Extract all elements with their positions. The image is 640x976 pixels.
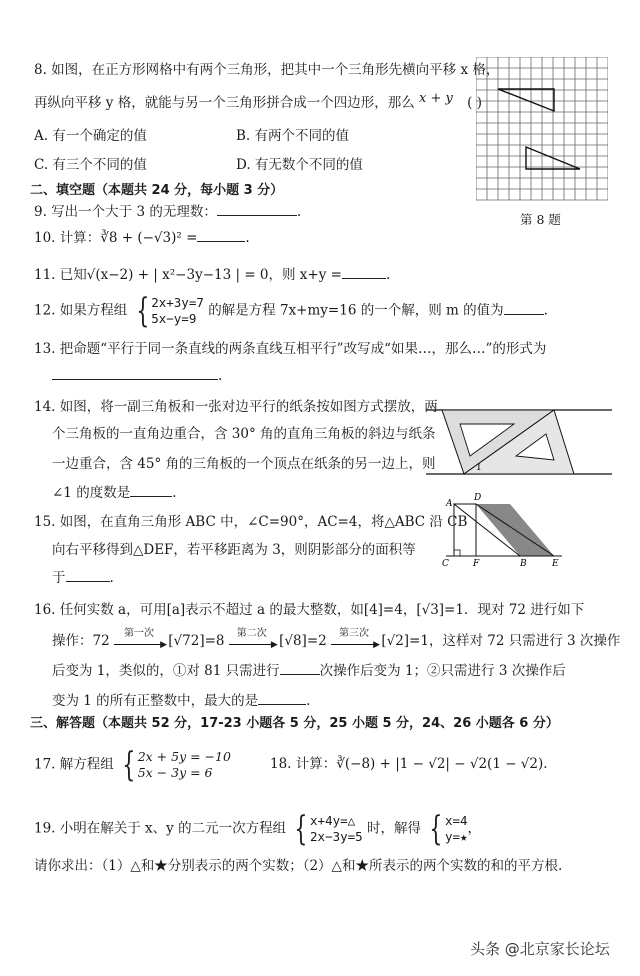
q16-line2 <box>52 628 621 650</box>
q15-label-f: F <box>473 559 480 569</box>
q19-sol-brace: { <box>429 809 443 849</box>
q12-eq2: 5x−y=9 <box>151 311 197 326</box>
q15-label-d: D <box>474 493 482 503</box>
q15-end: . <box>109 570 114 586</box>
section3-heading: 三、解答题（本题共 52 分，17-23 小题各 5 分，25 小题 5 分，24、26 小题各 6 分） <box>30 716 559 731</box>
q19-pre: 19. 小明在解关于 x、y 的二元一次方程组 <box>34 820 287 837</box>
q8-caption: 第 8 题 <box>520 212 561 227</box>
q14-line1: 14. 如图，将一副三角板和一张对边平行的纸条按如图方式摆放，两 <box>34 399 438 415</box>
watermark-text: 头条 @北京家长论坛 <box>470 940 610 958</box>
q16-val1: [√72]=8 <box>168 633 225 649</box>
q8-paren: ( ) <box>467 95 482 111</box>
q15-label-a: A <box>446 499 453 509</box>
q12-brace: { <box>135 291 149 331</box>
q16-val3: [√2]=1，这样对 72 只需进行 3 次操作 <box>381 633 621 649</box>
q15-right-angle-mark <box>454 550 460 556</box>
q14-end: . <box>172 485 177 501</box>
q11-expr: √(x−2) + | x²−3y−13 | = 0，则 x+y = <box>86 267 342 283</box>
q17-system <box>118 745 231 785</box>
q15-answer-blank[interactable] <box>66 581 110 582</box>
q8-grid-figure <box>476 57 608 205</box>
q9-answer-blank[interactable] <box>217 215 297 216</box>
q14-line4-text: ∠1 的度数是 <box>52 485 131 501</box>
q10-expr: ∛8 + (−√3)² = <box>100 230 198 246</box>
q11-num: 11. 已知 <box>34 267 87 283</box>
q14-line4 <box>52 485 177 501</box>
q19-system <box>290 809 363 849</box>
q12-answer-blank[interactable] <box>504 314 544 315</box>
q8-line2 <box>34 91 482 112</box>
q8-expr: x + y <box>419 91 453 106</box>
q15-label-c: C <box>442 559 449 569</box>
q17-eq1: 2x + 5y = −10 <box>137 749 231 765</box>
q17-eq2: 5x − 3y = 6 <box>137 765 213 780</box>
q16-step3: 第三次 <box>339 628 370 639</box>
q18-expr: ∛(−8) + |1 − √2| − √2(1 − √2) <box>336 756 544 772</box>
q19-eq1: x+4y=△ <box>310 813 356 829</box>
q19-eq2: 2x−3y=5 <box>310 829 363 844</box>
q16-step1: 第一次 <box>123 628 154 639</box>
q16-line3-rest: 次操作后变为 1；②只需进行 3 次操作后 <box>319 663 566 679</box>
q10-answer-blank[interactable] <box>197 241 245 242</box>
q15-label-b: B <box>520 559 527 569</box>
q12-num: 12. 如果方程组 <box>34 302 128 319</box>
q15-line3-text: 于 <box>52 570 66 586</box>
q16-line4-text: 变为 1 的所有正整数中，最大的是 <box>52 693 259 709</box>
q16-step2: 第二次 <box>236 628 267 639</box>
q16-val2: [√8]=2 <box>279 633 327 649</box>
q16-arrow-2: 第二次 ▶ <box>229 638 275 645</box>
q13-line1: 13. 把命题“平行于同一条直线的两条直线互相平行”改写成“如果…，那么…”的形式为 <box>34 341 547 357</box>
q10-end: . <box>245 230 250 246</box>
q9: 9. 写出一个大于 3 的无理数： . <box>34 204 302 220</box>
q19-end: ， <box>467 820 482 837</box>
q17-num: 17. 解方程组 <box>34 756 114 773</box>
q8-line1: 8. 如图，在正方形网格中有两个三角形，把其中一个三角形先横向平移 x 格， <box>34 62 500 78</box>
q15-line2: 向右平移得到△DEF，若平移距离为 3，则阴影部分的面积等 <box>52 542 416 558</box>
q13-answer-blank[interactable] <box>52 379 218 380</box>
q14-line2: 个三角板的一直角边重合，含 30° 角的直角三角板的斜边与纸条 <box>52 426 436 442</box>
q19-line1 <box>34 809 482 849</box>
q10-num: 10. 计算： <box>34 230 101 246</box>
q17-brace: { <box>122 745 136 785</box>
q19-brace: { <box>294 809 308 849</box>
q13-line2 <box>52 368 222 384</box>
q12-end: . <box>543 302 548 319</box>
q14-answer-blank[interactable] <box>130 496 172 497</box>
q16-answer-blank-1[interactable] <box>280 674 320 675</box>
q14-figure <box>424 400 614 480</box>
q16-line1: 16. 任何实数 a，可用[a]表示不超过 a 的最大整数，如[4]=4，[√3]=1．现对 72 进行如下 <box>34 602 585 618</box>
q10 <box>34 230 250 246</box>
q18-num: 18. 计算： <box>270 756 337 772</box>
q16-answer-blank-2[interactable] <box>258 704 306 705</box>
q8-option-b: B. 有两个不同的值 <box>236 128 350 144</box>
q12-eq1: 2x+3y=7 <box>151 295 204 311</box>
q17 <box>34 745 231 785</box>
q11 <box>34 267 390 283</box>
q16-line3-text: 后变为 1，类似的，①对 81 只需进行 <box>52 663 280 679</box>
q8-option-d: D. 有无数个不同的值 <box>236 157 363 173</box>
q16-line3 <box>52 663 566 679</box>
q15-line3 <box>52 570 114 586</box>
q19-mid: 时，解得 <box>367 820 422 837</box>
q8-option-a: A. 有一个确定的值 <box>34 128 147 144</box>
section2-heading: 二、填空题（本题共 24 分，每小题 3 分） <box>30 183 284 198</box>
q16-arrow-1: 第一次 ▶ <box>114 638 164 645</box>
q12 <box>34 291 548 331</box>
q16-arrow-3: 第三次 ▶ <box>331 638 377 645</box>
q14-line3: 一边重合，含 45° 角的三角板的一个顶点在纸条的另一边上，则 <box>52 456 436 472</box>
q16-line2-start: 操作：72 <box>52 633 110 649</box>
q14-angle-label: 1 <box>476 463 482 473</box>
q15-label-e: E <box>552 559 559 569</box>
q16-line4 <box>52 693 310 709</box>
q19-sol1: x=4 <box>444 813 468 829</box>
q11-end: . <box>385 267 391 283</box>
q19-line2: 请你求出：（1）△和★分别表示的两个实数；（2）△和★所表示的两个实数的和的平方根. <box>34 858 563 874</box>
q18-end: . <box>543 756 548 772</box>
q8-triangle-upper <box>498 89 554 111</box>
q15-figure <box>436 492 566 572</box>
q16-end: . <box>306 693 311 709</box>
q15-line1: 15. 如图，在直角三角形 ABC 中，∠C=90°，AC=4，将△ABC 沿 CB <box>34 514 468 530</box>
q11-answer-blank[interactable] <box>342 278 386 279</box>
q8-option-c: C. 有三个不同的值 <box>34 157 147 173</box>
q18 <box>270 756 548 772</box>
q13-end: . <box>218 368 223 384</box>
q19-sol2: y=★ <box>444 829 468 844</box>
q12-system <box>132 291 204 331</box>
q8-line2-text: 再纵向平移 y 格，就能与另一个三角形拼合成一个四边形，那么 <box>34 95 415 111</box>
q19-solution <box>425 809 468 849</box>
q12-rest: 的解是方程 7x+my=16 的一个解，则 m 的值为 <box>208 302 504 319</box>
q9-text: 9. 写出一个大于 3 的无理数： <box>34 204 217 220</box>
